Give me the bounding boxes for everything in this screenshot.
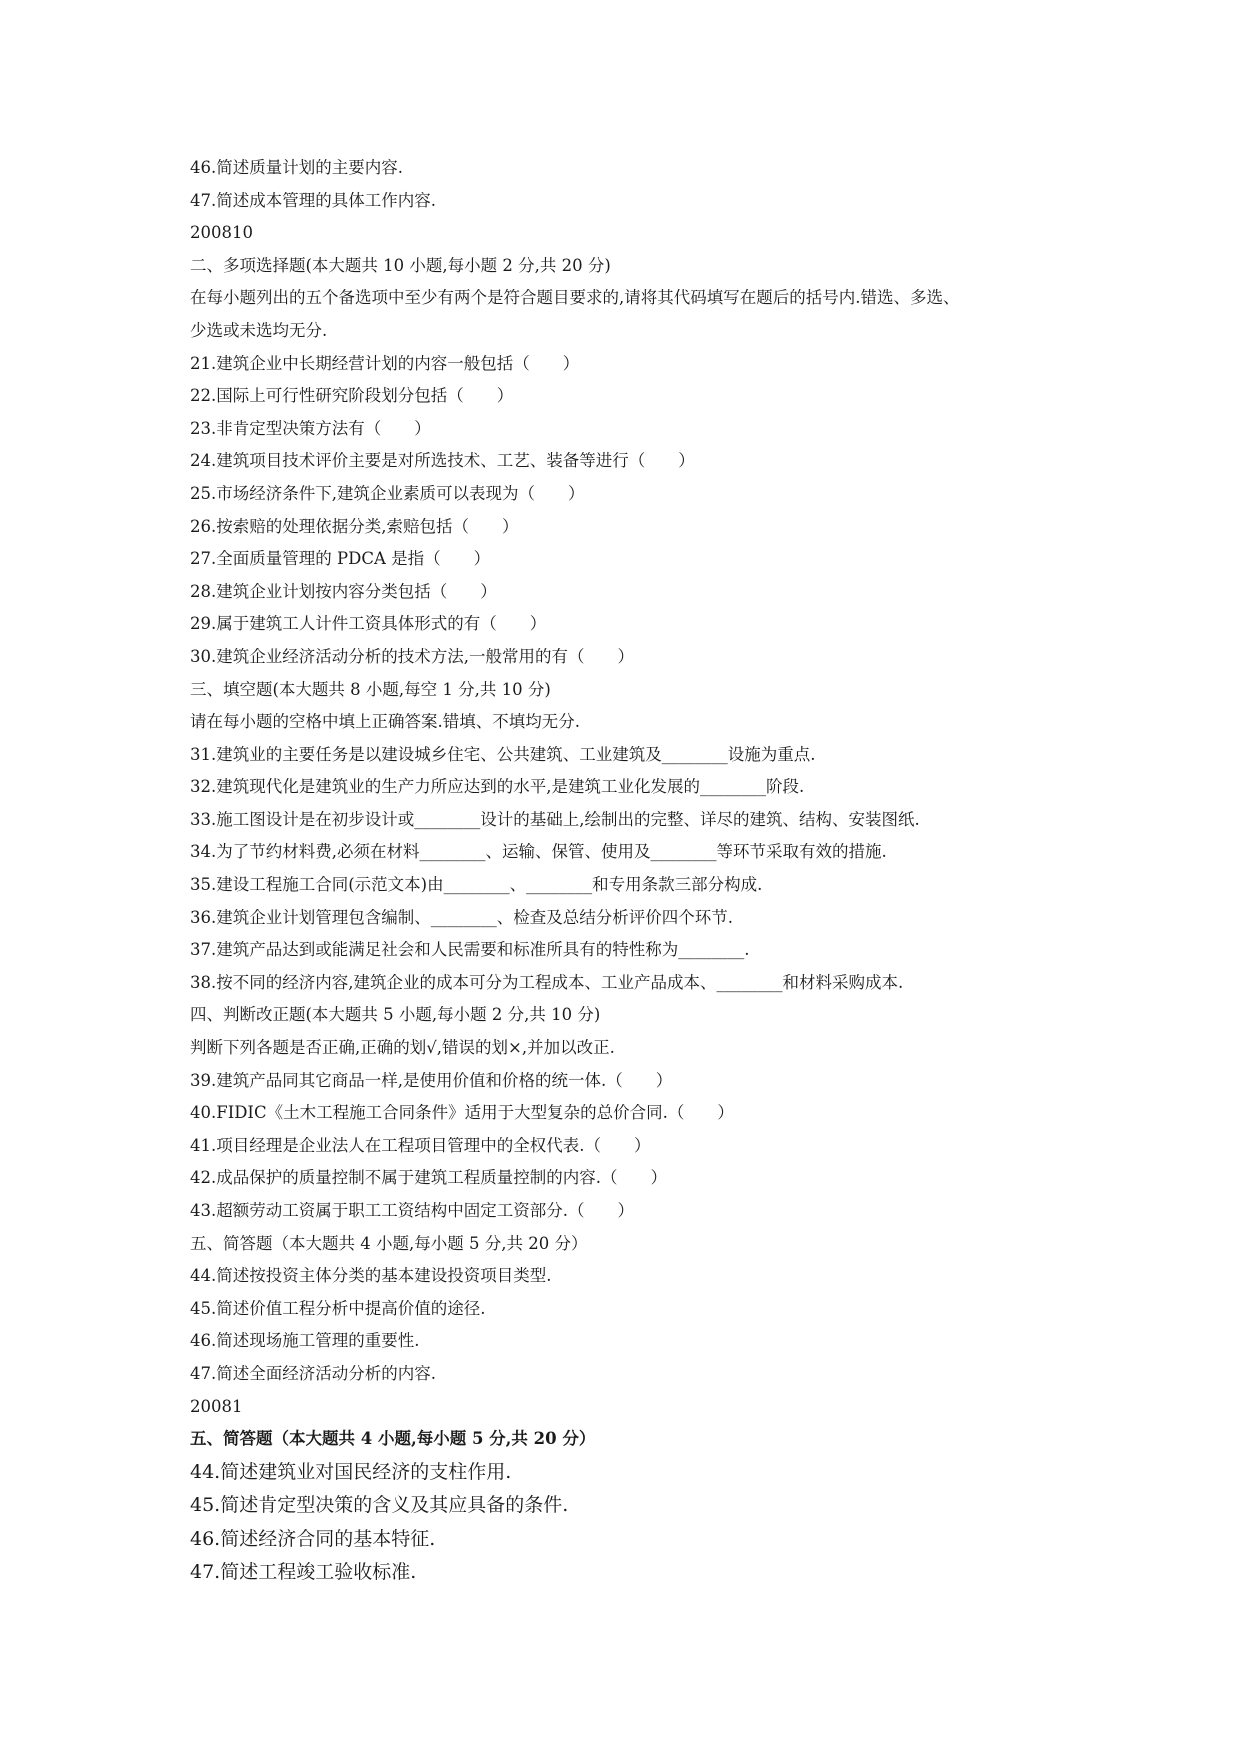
text-line: 39.建筑产品同其它商品一样,是使用价值和价格的统一体.（ ） bbox=[190, 1070, 673, 1090]
text-line: 判断下列各题是否正确,正确的划√,错误的划×,并加以改正. bbox=[190, 1038, 615, 1058]
document-body bbox=[190, 152, 1090, 1590]
text-line: 25.市场经济条件下,建筑企业素质可以表现为（ ） bbox=[190, 483, 585, 503]
text-line: 21.建筑企业中长期经营计划的内容一般包括（ ） bbox=[190, 353, 580, 373]
text-line: 28.建筑企业计划按内容分类包括（ ） bbox=[190, 581, 497, 601]
text-line: 47.简述成本管理的具体工作内容. bbox=[190, 190, 436, 210]
text-line: 27.全面质量管理的 PDCA 是指（ ） bbox=[190, 549, 491, 569]
text-line: 47.简述全面经济活动分析的内容. bbox=[190, 1363, 436, 1383]
text-line: 五、简答题（本大题共 4 小题,每小题 5 分,共 20 分） bbox=[190, 1429, 596, 1449]
text-line: 41.项目经理是企业法人在工程项目管理中的全权代表.（ ） bbox=[190, 1135, 651, 1155]
text-line: 30.建筑企业经济活动分析的技术方法,一般常用的有（ ） bbox=[190, 646, 634, 666]
text-line: 29.属于建筑工人计件工资具体形式的有（ ） bbox=[190, 614, 547, 634]
text-line: 24.建筑项目技术评价主要是对所选技术、工艺、装备等进行（ ） bbox=[190, 451, 695, 471]
text-line: 二、多项选择题(本大题共 10 小题,每小题 2 分,共 20 分) bbox=[190, 255, 611, 275]
text-line: 43.超额劳动工资属于职工工资结构中固定工资部分.（ ） bbox=[190, 1201, 634, 1220]
text-line: 少选或未选均无分. bbox=[190, 320, 328, 340]
text-line: 36.建筑企业计划管理包含编制、________、检查及总结分析评价四个环节. bbox=[190, 907, 733, 927]
text-line: 44.简述建筑业对国民经济的支柱作用. bbox=[190, 1460, 512, 1483]
text-line: 26.按索赔的处理依据分类,索赔包括（ ） bbox=[190, 516, 519, 536]
text-line: 45.简述肯定型决策的含义及其应具备的条件. bbox=[190, 1494, 569, 1517]
text-line: 35.建设工程施工合同(示范文本)由________、________和专用条款三部分构成. bbox=[190, 875, 763, 895]
text-line: 五、简答题（本大题共 4 小题,每小题 5 分,共 20 分） bbox=[190, 1233, 588, 1253]
text-line: 42.成品保护的质量控制不属于建筑工程质量控制的内容.（ ） bbox=[190, 1168, 667, 1188]
text-line: 44.简述按投资主体分类的基本建设投资项目类型. bbox=[190, 1266, 552, 1286]
text-line: 31.建筑业的主要任务是以建设城乡住宅、公共建筑、工业建筑及________设施为重点. bbox=[190, 744, 816, 764]
text-line: 47.简述工程竣工验收标准. bbox=[190, 1561, 417, 1584]
text-line: 四、判断改正题(本大题共 5 小题,每小题 2 分,共 10 分) bbox=[190, 1005, 601, 1025]
text-line: 20081 bbox=[190, 1396, 243, 1416]
text-line: 46.简述质量计划的主要内容. bbox=[190, 158, 403, 177]
text-line: 46.简述经济合同的基本特征. bbox=[190, 1527, 436, 1550]
text-line: 在每小题列出的五个备选项中至少有两个是符合题目要求的,请将其代码填写在题后的括号内.错选、多选、 bbox=[190, 288, 960, 308]
text-line: 40.FIDIC《土木工程施工合同条件》适用于大型复杂的总价合同.（ ） bbox=[190, 1103, 734, 1123]
text-line: 22.国际上可行性研究阶段划分包括（ ） bbox=[190, 386, 514, 406]
text-line: 34.为了节约材料费,必须在材料________、运输、保管、使用及________等环节采取有效的措施. bbox=[190, 842, 887, 862]
text-line: 请在每小题的空格中填上正确答案.错填、不填均无分. bbox=[190, 712, 580, 732]
text-line: 37.建筑产品达到或能满足社会和人民需要和标准所具有的特性称为________. bbox=[190, 940, 750, 960]
text-line: 46.简述现场施工管理的重要性. bbox=[190, 1331, 420, 1351]
text-line: 33.施工图设计是在初步设计或________设计的基础上,绘制出的完整、详尽的建筑、结构、安装图纸. bbox=[190, 809, 920, 829]
text-line: 23.非肯定型决策方法有（ ） bbox=[190, 418, 431, 438]
text-line: 45.简述价值工程分析中提高价值的途径. bbox=[190, 1298, 486, 1318]
text-line: 32.建筑现代化是建筑业的生产力所应达到的水平,是建筑工业化发展的________阶段. bbox=[190, 777, 805, 797]
text-line: 200810 bbox=[190, 223, 253, 243]
text-line: 三、填空题(本大题共 8 小题,每空 1 分,共 10 分) bbox=[190, 679, 551, 699]
text-line: 38.按不同的经济内容,建筑企业的成本可分为工程成本、工业产品成本、________和材料采购成本. bbox=[190, 972, 904, 992]
